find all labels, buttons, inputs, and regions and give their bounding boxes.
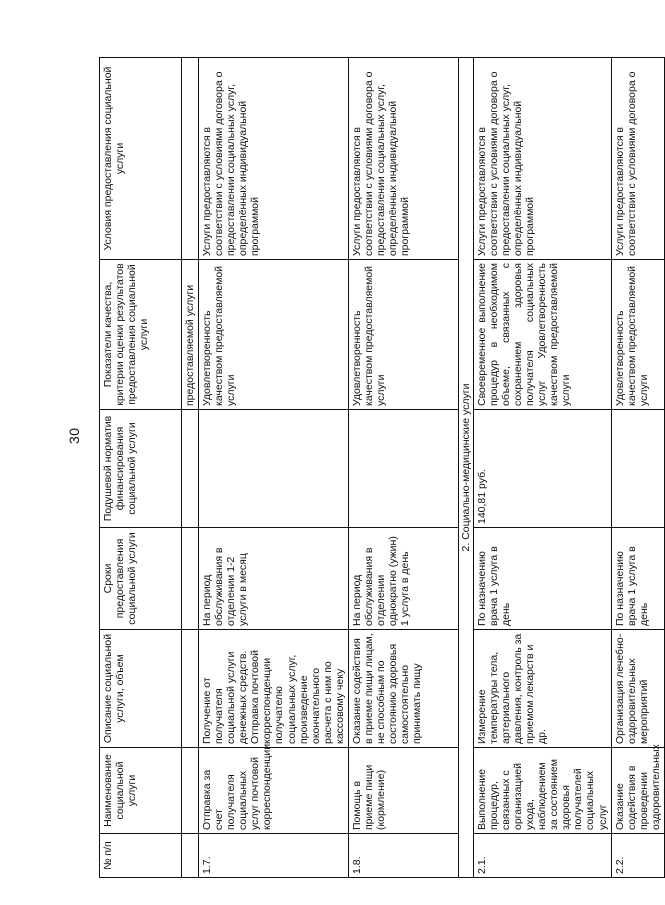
- section-row: [458, 58, 473, 878]
- row-conditions: Услуги предоставляются в соответствии с условиями договора о предоставлении социальных услуг, определённых индивидуальной программой: [199, 58, 349, 260]
- row-quality: Удовлетворенность качеством предоставляемой услуги: [348, 260, 458, 410]
- row-quality: Удовлетворенность качеством предоставляемой услуги: [611, 260, 664, 410]
- row-description: Оказание содействия в приеме пищи лицам, не способным по состоянию здоровья самостоятельно принимать пищу: [348, 630, 458, 748]
- row-num: 1.7.: [199, 834, 349, 878]
- header-quality: Показатели качества, критерии оценки результатов предоставления социальной услуги: [100, 260, 182, 410]
- row-name: Помощь в приеме пищи (кормление): [348, 748, 458, 834]
- row-terms: По назначению врача 1 услуга в день: [473, 528, 611, 630]
- services-table: [99, 57, 665, 878]
- table-row: [473, 58, 611, 878]
- continuation-quality: предоставляемой услуги: [182, 260, 199, 410]
- table-row: [348, 58, 458, 878]
- row-num: 2.1.: [473, 834, 611, 878]
- rotated-table-area: [99, 58, 662, 878]
- header-num: № п/п: [100, 834, 182, 878]
- row-conditions: Услуги предоставляются в соответствии с условиями договора о: [611, 58, 664, 260]
- header-terms: Сроки предоставления социальной услуги: [100, 528, 182, 630]
- row-norm: [611, 410, 664, 528]
- row-num: 2.2.: [611, 834, 664, 878]
- row-terms: На период обслуживания в отделении 1-2 услуги в месяц: [199, 528, 349, 630]
- row-description: Получение от получателя социальной услуги денежных средств. Отправка почтовой корреспонденции получателю социальных услуг, произведение окончательного расчета с ним по кассовому чеку: [199, 630, 349, 748]
- header-name: Наименование социальной услуги: [100, 748, 182, 834]
- continuation-row: [182, 58, 199, 878]
- row-quality: Своевременное выполнение процедур в необходимом объеме, связанных с сохранением здоровья получателя социальных услуг Удовлетворенность качеством предоставляемой услуги: [473, 260, 611, 410]
- table-header-row: [100, 58, 182, 878]
- row-conditions: Услуги предоставляются в соответствии с условиями договора о предоставлении социальных услуг, определённых индивидуальной программой: [473, 58, 611, 260]
- table-row: [611, 58, 664, 878]
- row-conditions: Услуги предоставляются в соответствии с условиями договора о предоставлении социальных услуг, определённых индивидуальной программой: [348, 58, 458, 260]
- section-title: 2. Социально-медицинские услуги: [458, 58, 473, 878]
- header-description: Описание социальной услуги, объем: [100, 630, 182, 748]
- header-norm: Подушевой норматив финансирования социальной услуги: [100, 410, 182, 528]
- row-norm: [348, 410, 458, 528]
- row-norm: [199, 410, 349, 528]
- row-name: Выполнение процедур, связанных с организацией ухода, наблюдением за состоянием здоровья получателей социальных услуг: [473, 748, 611, 834]
- header-conditions: Условия предоставления социальной услуги: [100, 58, 182, 260]
- row-num: 1.8.: [348, 834, 458, 878]
- row-terms: По назначению врача 1 услуга в день: [611, 528, 664, 630]
- row-description: Измерение температуры тела, артериального давления, контроль за приемом лекарств и др.: [473, 630, 611, 748]
- row-name: Оказание содействия в проведении оздоровительных: [611, 748, 664, 834]
- row-norm: 140,81 руб.: [473, 410, 611, 528]
- row-quality: Удовлетворенность качеством предоставляемой услуги: [199, 260, 349, 410]
- row-name: Отправка за счет получателя социальных услуг почтовой корреспонденции: [199, 748, 349, 834]
- row-description: Организация лечебно-оздоровительных мероприятий: [611, 630, 664, 748]
- row-terms: На период обслуживания в отделении однократно (ужин) 1 услуга в день: [348, 528, 458, 630]
- table-row: [199, 58, 349, 878]
- page-number: 30: [66, 427, 82, 444]
